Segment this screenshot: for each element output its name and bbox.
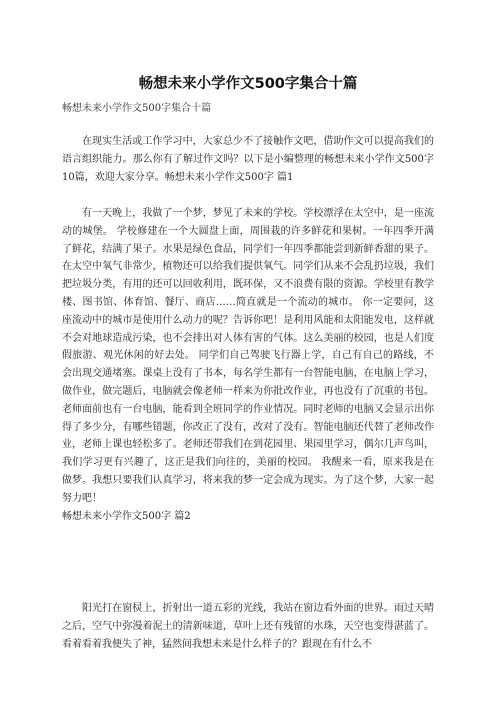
essay-2-heading: 畅想未来小学作文500字 篇2 [62, 510, 191, 522]
essay-1-paragraph: 有一天晚上，我做了一个梦，梦见了未来的学校。学校漂浮在太空中，是一座流动的城堡。 学校修建在一个大圆盘上面，周围栽的许多鲜花和果树。一年四季开满了鲜花，结满了果子。水果是绿色食品，同学们一年四季都能尝到新鲜香甜的果子。在太空中氧气非常少，植物还可以给我们提供氧气。同学们从来不会乱扔垃圾，我们把垃圾分类，有用的还可以回收利用，既环保，又不浪费有限的资源。学校里有教学楼、图书馆、体育馆、餐厅、商店……简直就是一个流动的城市。 你一定要问，这座流动中的城市是使用什么动力的呢？告诉你吧！是利用风能和太阳能发电，这样就不会对地球造成污染，也不会排出对人体有害的气体。这么美丽的校园，也是人们度假旅游、观光休闲的好去处。 同学们自己驾驶飞行器上学，自己有自己的路线，不会出现交通堵塞。课桌上没有了书本，每名学生都有一台智能电脑，在电脑上学习，做作业，做完题后，电脑就会像老师一样来为你批改作业，再也没有了沉重的书包。老师面前也有一台电脑，能看到全班同学的作业情况。同时老师的电脑又会显示出你得了多少分，有哪些错题，你改正了没有，改对了没有。智能电脑还代替了老师改作业，老师上课也轻松多了。老师还带我们在到花园里、果园里学习，偶尔几声鸟叫，我们学习更有兴趣了，这正是我们向往的，美丽的校园。 我醒来一看，原来我是在做梦。我想只要我们认真学习，将来我的梦一定会成为现实。为了这个梦，大家一起努力吧！ [62, 208, 434, 504]
essay-2-paragraph: 阳光打在窗棂上，折射出一道五彩的光线，我站在窗边看外面的世界。雨过天晴之后，空气中弥漫着泥土的清新味道，草叶上还有残留的水珠，天空也变得湛蓝了。看着看着我便失了神，猛然间我想未来是什么样子的？跟现在有什么不 [62, 603, 434, 650]
intro-paragraph: 在现实生活或工作学习中，大家总少不了接触作文吧，借助作文可以提高我们的语言组织能力。那么你有了解过作文吗？以下是小编整理的畅想未来小学作文500字10篇，欢迎大家分享。畅想未来小学作文500字 篇1 [62, 136, 434, 183]
document-subtitle: 畅想未来小学作文500字集合十篇 [62, 103, 212, 114]
essay-1-section [62, 205, 434, 525]
document-title: 畅想未来小学作文500字集合十篇 [138, 76, 358, 92]
